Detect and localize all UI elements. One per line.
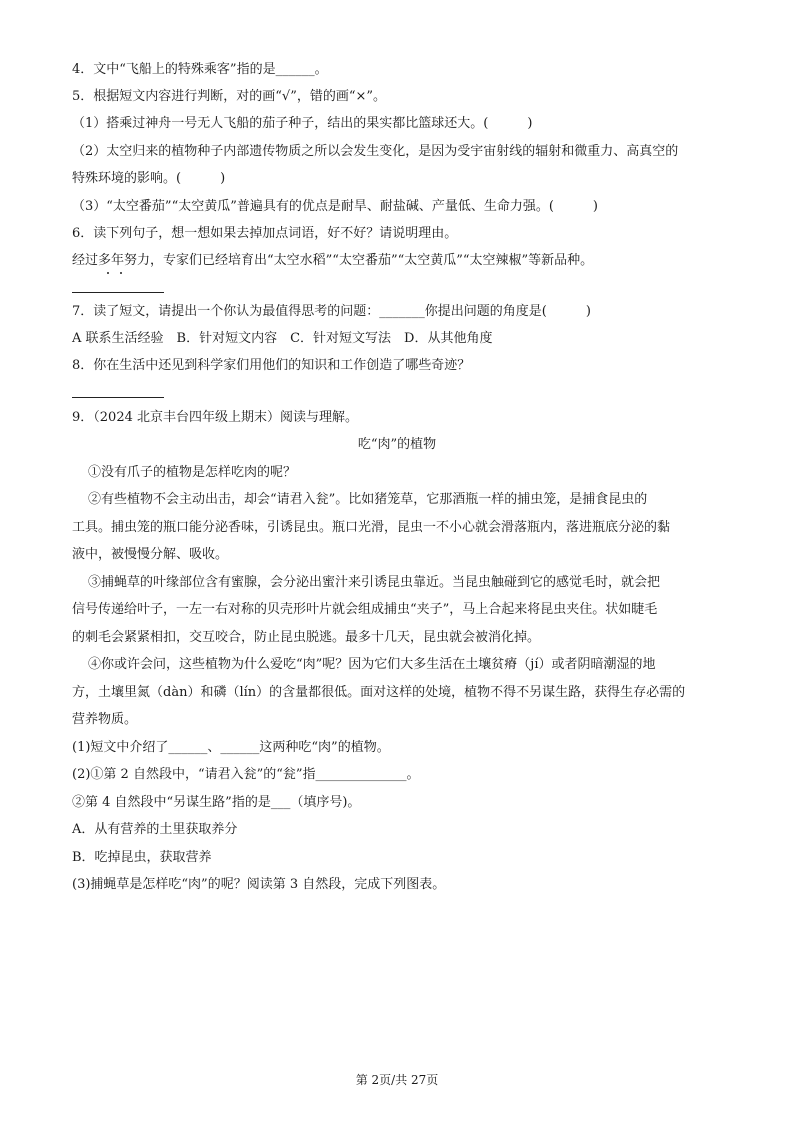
passage-paragraph-3: ③捕蝇草的叶缘部位含有蜜腺，会分泌出蜜汁来引诱昆虫靠近。当昆虫触碰到它的感觉毛时，就会把: [88, 575, 661, 590]
passage-paragraph-4: ④你或许会问，这些植物为什么爱吃“肉”呢？因为它们大多生活在土壤贫瘠（jí）或者阴暗潮湿的地: [88, 657, 656, 672]
option-b: B．吃掉昆虫，获取营养: [72, 850, 212, 865]
question-8: 8．你在生活中还见到科学家们用他们的知识和工作创造了哪些奇迹？: [72, 358, 471, 373]
question-6-sentence: 经过多年努力，专家们已经培育出“太空水稻”“太空番茄”“太空黄瓜”“太空辣椒”等新品种。: [72, 253, 594, 268]
question-7: 7．读了短文，请提出一个你认为最值得思考的问题：_______你提出问题的角度是( ): [72, 304, 591, 319]
emphasis-dot: [120, 272, 122, 274]
page-footer: 第 2页/共 27页: [355, 1073, 439, 1087]
passage-paragraph-1: ①没有爪子的植物是怎样吃肉的呢？: [88, 465, 297, 480]
passage-paragraph-4-cont: 营养物质。: [72, 712, 138, 727]
question-4: 4．文中“飞船上的特殊乘客”指的是______。: [72, 62, 328, 77]
option-a: A．从有营养的土里获取养分: [72, 822, 238, 837]
question-5-2-cont: 特殊环境的影响。( ): [72, 171, 226, 186]
answer-line: [72, 292, 164, 293]
passage-paragraph-2-cont: 液中，被慢慢分解、吸收。: [72, 547, 229, 562]
answer-line: [72, 397, 164, 398]
question-5-3: （3）“太空番茄”“太空黄瓜”普遍具有的优点是耐旱、耐盐碱、产量低、生命力强。( ): [72, 199, 598, 214]
question-6: 6．读下列句子，想一想如果去掉加点词语，好不好？请说明理由。: [72, 226, 458, 241]
sub-question-3: (3)捕蝇草是怎样吃“肉”的呢？阅读第 3 自然段，完成下列图表。: [72, 877, 446, 892]
question-7-options: A 联系生活经验 B．针对短文内容 C．针对短文写法 D．从其他角度: [72, 331, 493, 346]
sub-question-1: (1)短文中介绍了______、______这两种吃“肉”的植物。: [72, 740, 390, 755]
sub-question-2: (2)①第 2 自然段中，“请君入瓮”的“瓮”指______________。: [72, 767, 420, 782]
question-5: 5．根据短文内容进行判断，对的画“√”，错的画“×”。: [72, 89, 387, 104]
passage-paragraph-3-cont: 信号传递给叶子，一左一右对称的贝壳形叶片就会组成捕虫“夹子”，马上合起来将昆虫夹住。状如睫毛: [72, 602, 658, 617]
question-9: 9．（2024 北京丰台四年级上期末）阅读与理解。: [72, 410, 358, 425]
passage-title: 吃“肉”的植物: [357, 437, 437, 452]
passage-paragraph-2: ②有些植物不会主动出击，却会“请君入瓮”。比如猪笼草，它那酒瓶一样的捕虫笼，是捕食昆虫的: [88, 492, 648, 507]
passage-paragraph-4-cont: 方，土壤里氮（dàn）和磷（lín）的含量都很低。面对这样的处境，植物不得不另谋生路，获得生存必需的: [72, 685, 686, 700]
question-5-1: （1）搭乘过神舟一号无人飞船的茄子种子，结出的果实都比篮球还大。( ): [72, 116, 533, 131]
passage-paragraph-2-cont: 工具。捕虫笼的瓶口能分泌香味，引诱昆虫。瓶口光滑，昆虫一不小心就会滑落瓶内，落进瓶底分泌的黏: [72, 520, 671, 535]
emphasis-dot: [107, 272, 109, 274]
question-5-2: （2）太空归来的植物种子内部遗传物质之所以会发生变化，是因为受宇宙射线的辐射和微重力、高真空的: [72, 144, 679, 159]
sub-question-2b: ②第 4 自然段中“另谋生路”指的是___（填序号)。: [72, 795, 361, 810]
passage-paragraph-3-cont: 的刺毛会紧紧相扣，交互咬合，防止昆虫脱逃。最多十几天，昆虫就会被消化掉。: [72, 630, 541, 645]
